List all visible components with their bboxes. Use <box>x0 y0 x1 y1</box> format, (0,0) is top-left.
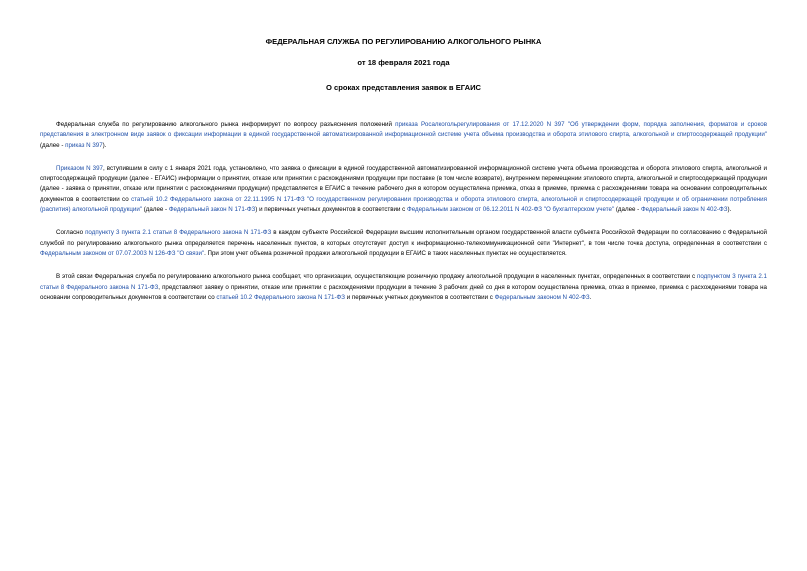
text-segment: (далее - <box>142 206 169 214</box>
link-law-402-short[interactable]: Федеральный закон N 402-ФЗ <box>640 206 728 214</box>
text-segment: ) и первичных учетных документов в соответствии с <box>255 206 407 214</box>
link-subparagraph-3-article-8[interactable]: подпункту 3 пункта 2.1 статьи 8 Федерального закона N 171-ФЗ <box>85 229 272 237</box>
link-law-126-communications[interactable]: Федеральным законом от 07.07.2003 N 126-ФЗ "О связи" <box>40 249 205 257</box>
link-law-402-short[interactable]: Федеральным законом N 402-ФЗ <box>494 293 590 301</box>
text-segment: , вступившим в силу с 1 января 2021 года, установлено, что заявка о фиксации в единой государственной автоматизированной информационной системе учета объема производства и оборота этилового спирта, алкогольной и спиртосодержащей продукции (далее - ЕГАИС) информации о принятии, отказе или принятии с расхождениями продукции при поставке (в том числе возврате), внутреннем перемещении этилового спирта, алкогольной и спиртосодержащей продукции (далее - заявка о принятии, отказе или принятии с расхождениями продукции) представляется в ЕГАИС в течение рабочего дня в котором осуществлена приемка, отказ в приемке, приемка с расхождениями товара на основании сопроводительных документов в соответствии со <box>40 164 767 203</box>
link-order-397-ref[interactable]: Приказом N 397 <box>56 164 103 172</box>
paragraph-2 <box>40 164 767 215</box>
text-segment: ). <box>102 141 107 149</box>
link-order-397[interactable]: приказа Росалкогольрегулирования от 17.12.2020 N 397 "Об утверждении форм, порядка заполнения, форматов и сроков представления в электронном виде заявок о фиксации информации в единой государственной автоматизированной информационной системе учета объема производства и оборота этилового спирта, алкогольной и спиртосодержащей продукции" <box>40 121 767 139</box>
paragraph-4 <box>40 272 767 303</box>
link-order-397-short[interactable]: приказ N 397 <box>65 141 103 149</box>
text-segment: , представляют заявку о принятии, отказе или принятии с расхождениями продукции в течение 3 рабочих дней со дня в котором осуществлена приемка, отказ в приемке, приемка с расхождениями товара на основании сопроводительных документов в соответствии со <box>40 283 768 301</box>
text-segment: (далее - <box>614 206 641 214</box>
text-segment: Согласно <box>56 229 86 237</box>
document-date: от 18 февраля 2021 года <box>357 58 450 67</box>
link-law-171-short[interactable]: Федеральный закон N 171-ФЗ <box>168 206 256 214</box>
document-body <box>40 120 767 303</box>
text-segment: В этой связи Федеральная служба по регулированию алкогольного рынка сообщает, что организации, осуществляющие розничную продажу алкогольной продукции в населенных пунктах, определенных в соответствии с <box>56 273 698 281</box>
text-segment: Федеральная служба по регулированию алкогольного рынка информирует по вопросу разъяснения положений <box>56 121 396 128</box>
link-subparagraph-3-article-8[interactable]: подпунктом 3 пункта 2.1 статьи 8 Федерального закона N 171-ФЗ <box>40 273 767 291</box>
text-segment: (далее - <box>40 141 66 149</box>
link-article-10-2-law-171-short[interactable]: статьей 10.2 Федерального закона N 171-ФЗ <box>216 293 345 301</box>
text-segment: в каждом субъекте Российской Федерации высшим исполнительным органом государственной власти субъекта Российской Федерации по согласованию с Федеральной службой по регулированию алкогольного рынка определяется перечень населенных пунктов, в которых отсутствует доступ к информационно-телекоммуникационной сети "Интернет", в том числе точка доступа, определенная в соответствии с <box>40 229 767 247</box>
text-segment: . <box>589 293 592 301</box>
paragraph-1 <box>40 120 767 151</box>
paragraph-3 <box>40 228 767 259</box>
text-segment: . При этом учет объема розничной продажи алкогольной продукции в ЕГАИС в таких населенных пунктах не осуществляется. <box>204 249 567 257</box>
agency-name: ФЕДЕРАЛЬНАЯ СЛУЖБА ПО РЕГУЛИРОВАНИЮ АЛКОГОЛЬНОГО РЫНКА <box>265 37 542 46</box>
link-law-402[interactable]: Федеральным законом от 06.12.2011 N 402-ФЗ "О бухгалтерском учете" <box>407 206 615 214</box>
text-segment: и первичных учетных документов в соответствии с <box>344 293 495 301</box>
document-header <box>40 37 767 93</box>
link-article-10-2-law-171[interactable]: статьей 10.2 Федерального закона от 22.11.1995 N 171-ФЗ "О государственном регулировании производства и оборота этилового спирта, алкогольной и спиртосодержащей продукции и об ограничении потребления (распития) алкогольной продукции" <box>40 195 767 214</box>
document-title: О сроках представления заявок в ЕГАИС <box>325 83 482 92</box>
text-segment: ). <box>727 206 732 214</box>
